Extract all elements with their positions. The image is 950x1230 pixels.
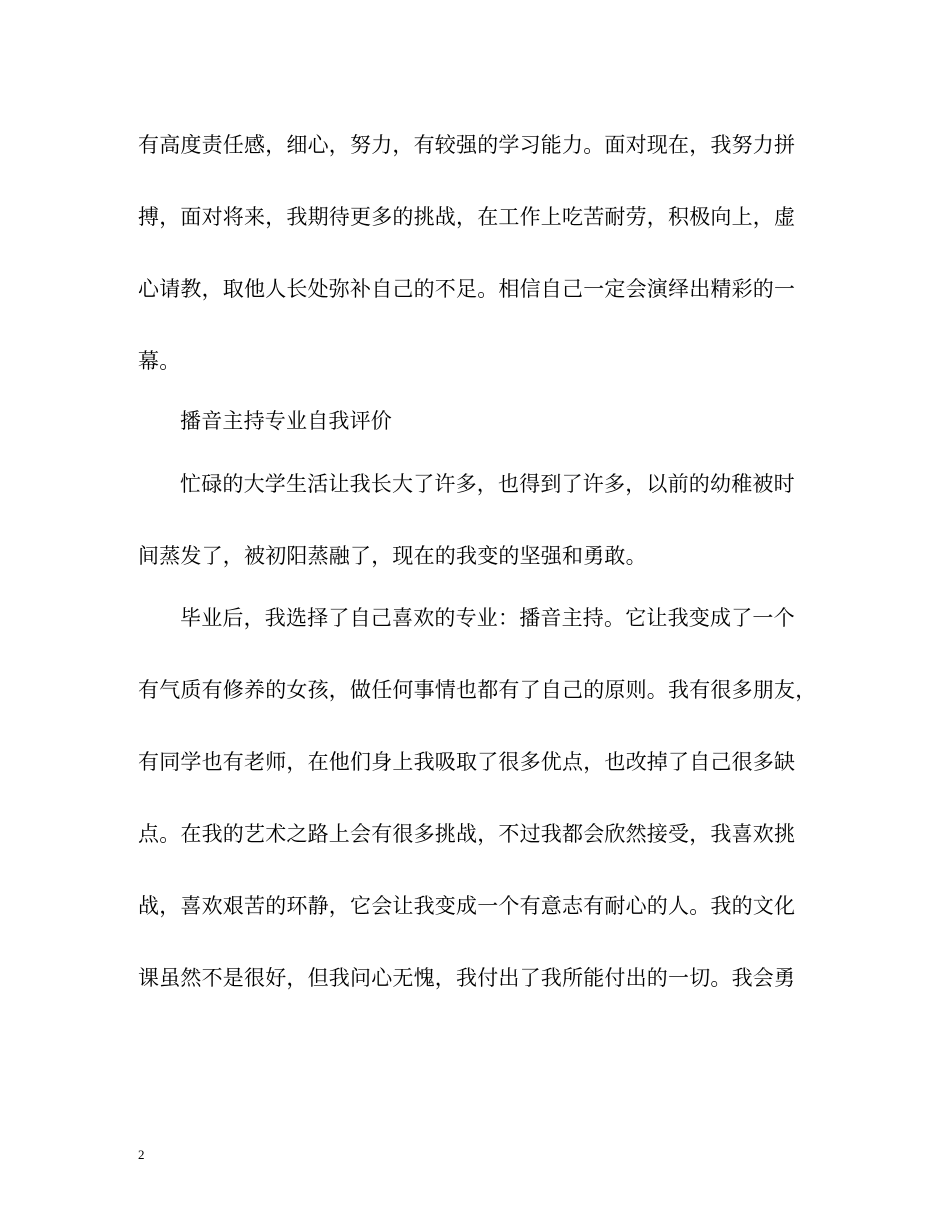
- text-line: 幕。: [138, 349, 181, 373]
- section-heading: 播音主持专业自我评价: [180, 409, 392, 433]
- text-line: 有高度责任感，细心，努力，有较强的学习能力。面对现在，我努力拼: [138, 133, 796, 157]
- text-line: 课虽然不是很好，但我问心无愧，我付出了我所能付出的一切。我会勇: [138, 966, 796, 990]
- text-line: 有气质有修养的女孩，做任何事情也都有了自己的原则。我有很多朋友，: [138, 678, 817, 702]
- text-line: 搏，面对将来，我期待更多的挑战，在工作上吃苦耐劳，积极向上，虚: [138, 205, 796, 229]
- page-number: 2: [138, 1147, 145, 1162]
- text-line: 毕业后，我选择了自己喜欢的专业：播音主持。它让我变成了一个: [180, 606, 795, 630]
- text-line: 点。在我的艺术之路上会有很多挑战，不过我都会欣然接受，我喜欢挑: [138, 822, 796, 846]
- text-line: 心请教，取他人长处弥补自己的不足。相信自己一定会演绎出精彩的一: [138, 277, 796, 301]
- text-line: 间蒸发了，被初阳蒸融了，现在的我变的坚强和勇敢。: [138, 544, 647, 568]
- text-line: 忙碌的大学生活让我长大了许多，也得到了许多，以前的幼稚被时: [180, 472, 795, 496]
- text-line: 有同学也有老师，在他们身上我吸取了很多优点，也改掉了自己很多缺: [138, 750, 796, 774]
- text-line: 战，喜欢艰苦的环静，它会让我变成一个有意志有耐心的人。我的文化: [138, 894, 796, 918]
